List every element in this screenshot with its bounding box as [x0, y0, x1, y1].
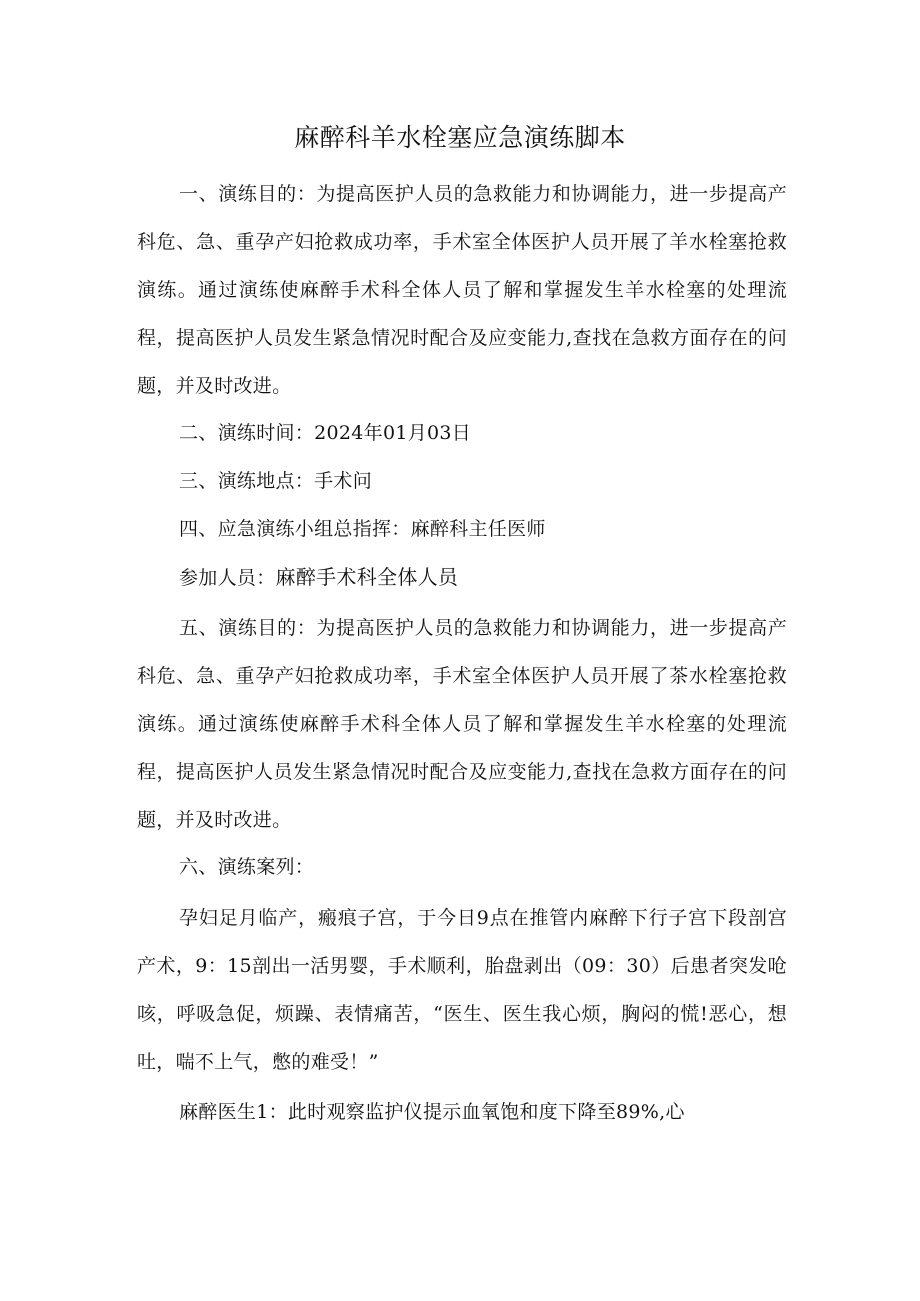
- section-purpose-1: 一、演练目的：为提高医护人员的急救能力和协调能力，进一步提高产科危、急、重孕产妇抢救成功率，手术室全体医护人员开展了羊水栓塞抢救演练。通过演练使麻醉手术科全体人员了解和掌握发生羊水栓塞的处理流程，提高医护人员发生紧急情况时配合及应变能力,查找在急救方面存在的问题，并及时改进。: [137, 183, 787, 397]
- section-time: 二、演练时间：2024年01月03日: [179, 422, 472, 444]
- document-title: 麻醉科羊水栓塞应急演练脚本: [294, 123, 626, 152]
- section-case-heading: 六、演练案列：: [179, 856, 315, 878]
- participants-line: [179, 557, 458, 598]
- section-commander: 四、应急演练小组总指挥：麻醉科主任医师: [179, 518, 546, 540]
- anesthesiologist-line: 麻醉医生1：此时观察监护仪提示血氧饱和度下降至89%,心: [179, 1101, 685, 1123]
- participants-label: 参加人员：: [179, 567, 276, 589]
- section-purpose-2: 五、演练目的：为提高医护人员的急救能力和协调能力，进一步提高产科危、急、重孕产妇抢救成功率，手术室全体医护人员开展了茶水栓塞抢救演练。通过演练使麻醉手术科全体人员了解和掌握发生羊水栓塞的处理流程，提高医护人员发生紧急情况时配合及应变能力,查找在急救方面存在的问题，并及时改进。: [137, 617, 787, 831]
- section-location: 三、演练地点：手术问: [179, 470, 373, 492]
- participants-value: 麻醉手术科全体人员: [275, 565, 459, 589]
- case-description: 孕妇足月临产，瘢痕子宫，于今日9点在推管内麻醉下行子宫下段剖宫产术，9：15剖出一活男婴，手术顺利，胎盘剥出（09：30）后患者突发呛咳，呼吸急促，烦躁、表情痛苦，“医生、医生我心烦，胸闷的慌!恶心，想吐，喘不上气，憋的难受！”: [137, 907, 787, 1073]
